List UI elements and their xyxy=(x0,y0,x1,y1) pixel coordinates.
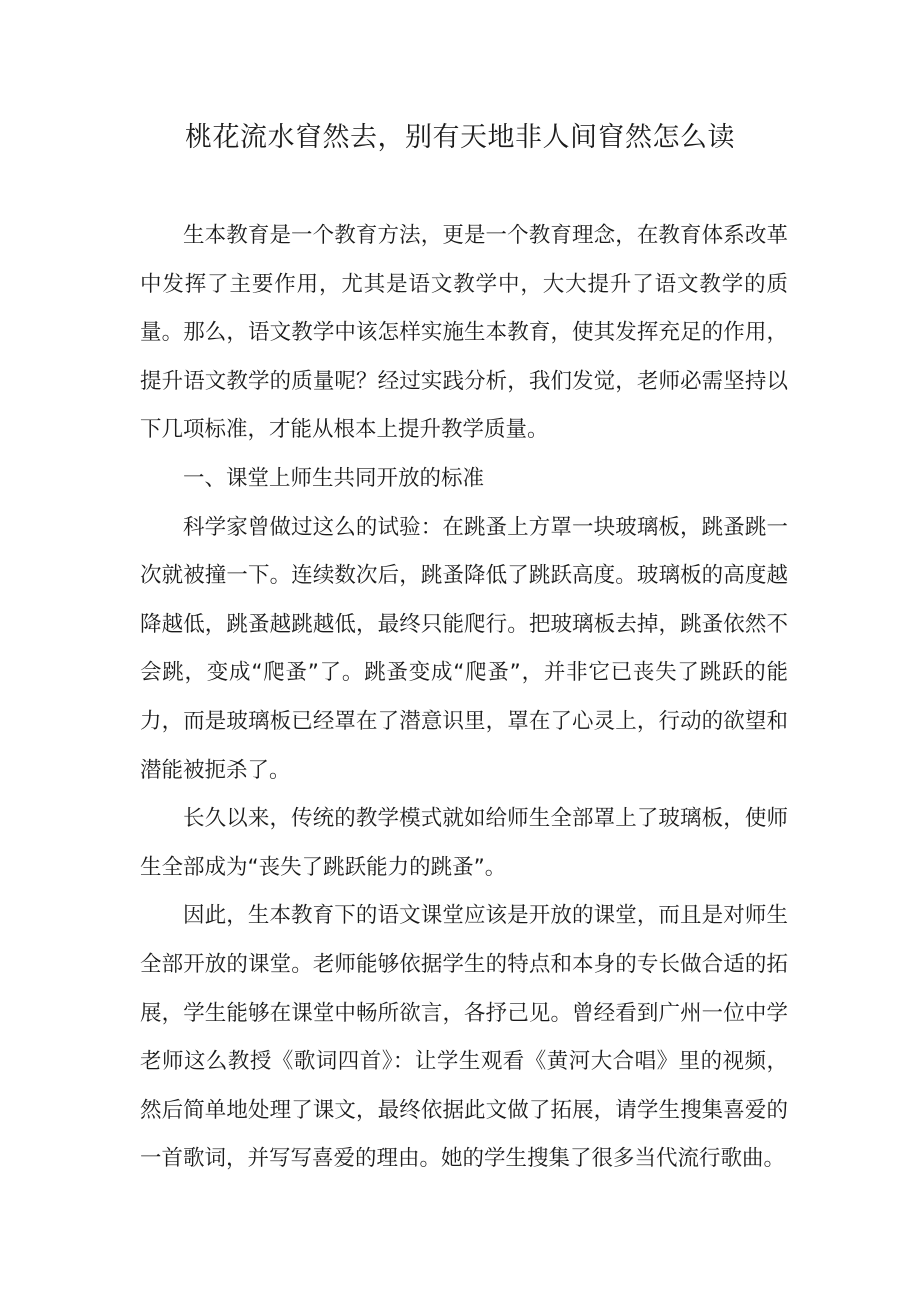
paragraph-experiment: 科学家曾做过这么的试验：在跳蚤上方罩一块玻璃板，跳蚤跳一次就被撞一下。连续数次后，跳蚤降低了跳跃高度。玻璃板的高度越降越低，跳蚤越跳越低，最终只能爬行。把玻璃板去掉，跳蚤依然不会跳，变成“爬蚤”了。跳蚤变成“爬蚤”，并非它已丧失了跳跃的能力，而是玻璃板已经罩在了潜意识里，罩在了心灵上，行动的欲望和潜能被扼杀了。 xyxy=(140,514,788,783)
paragraph-tradition: 长久以来，传统的教学模式就如给师生全部罩上了玻璃板，使师生全部成为“丧失了跳跃能力的跳蚤”。 xyxy=(140,806,788,880)
document-title: 桃花流水窅然去，别有天地非人间窅然怎么读 xyxy=(185,122,735,153)
paragraph-open-classroom: 因此，生本教育下的语文课堂应该是开放的课堂，而且是对师生全部开放的课堂。老师能够依据学生的特点和本身的专长做合适的拓展，学生能够在课堂中畅所欲言，各抒己见。曾经看到广州一位中学老师这么教授《歌词四首》：让学生观看《黄河大合唱》里的视频，然后简单地处理了课文，最终依据此文做了拓展，请学生搜集喜爱的一首歌词，并写写喜爱的理由。她的学生搜集了很多当代流行歌曲。 xyxy=(140,903,788,1172)
section-heading: 一、课堂上师生共同开放的标准 xyxy=(183,465,485,491)
document-body xyxy=(140,212,788,1184)
paragraph-intro: 生本教育是一个教育方法，更是一个教育理念，在教育体系改革中发挥了主要作用，尤其是语文教学中，大大提升了语文教学的质量。那么，语文教学中该怎样实施生本教育，使其发挥充足的作用，提升语文教学的质量呢？经过实践分析，我们发觉，老师必需坚持以下几项标准，才能从根本上提升教学质量。 xyxy=(140,223,788,443)
